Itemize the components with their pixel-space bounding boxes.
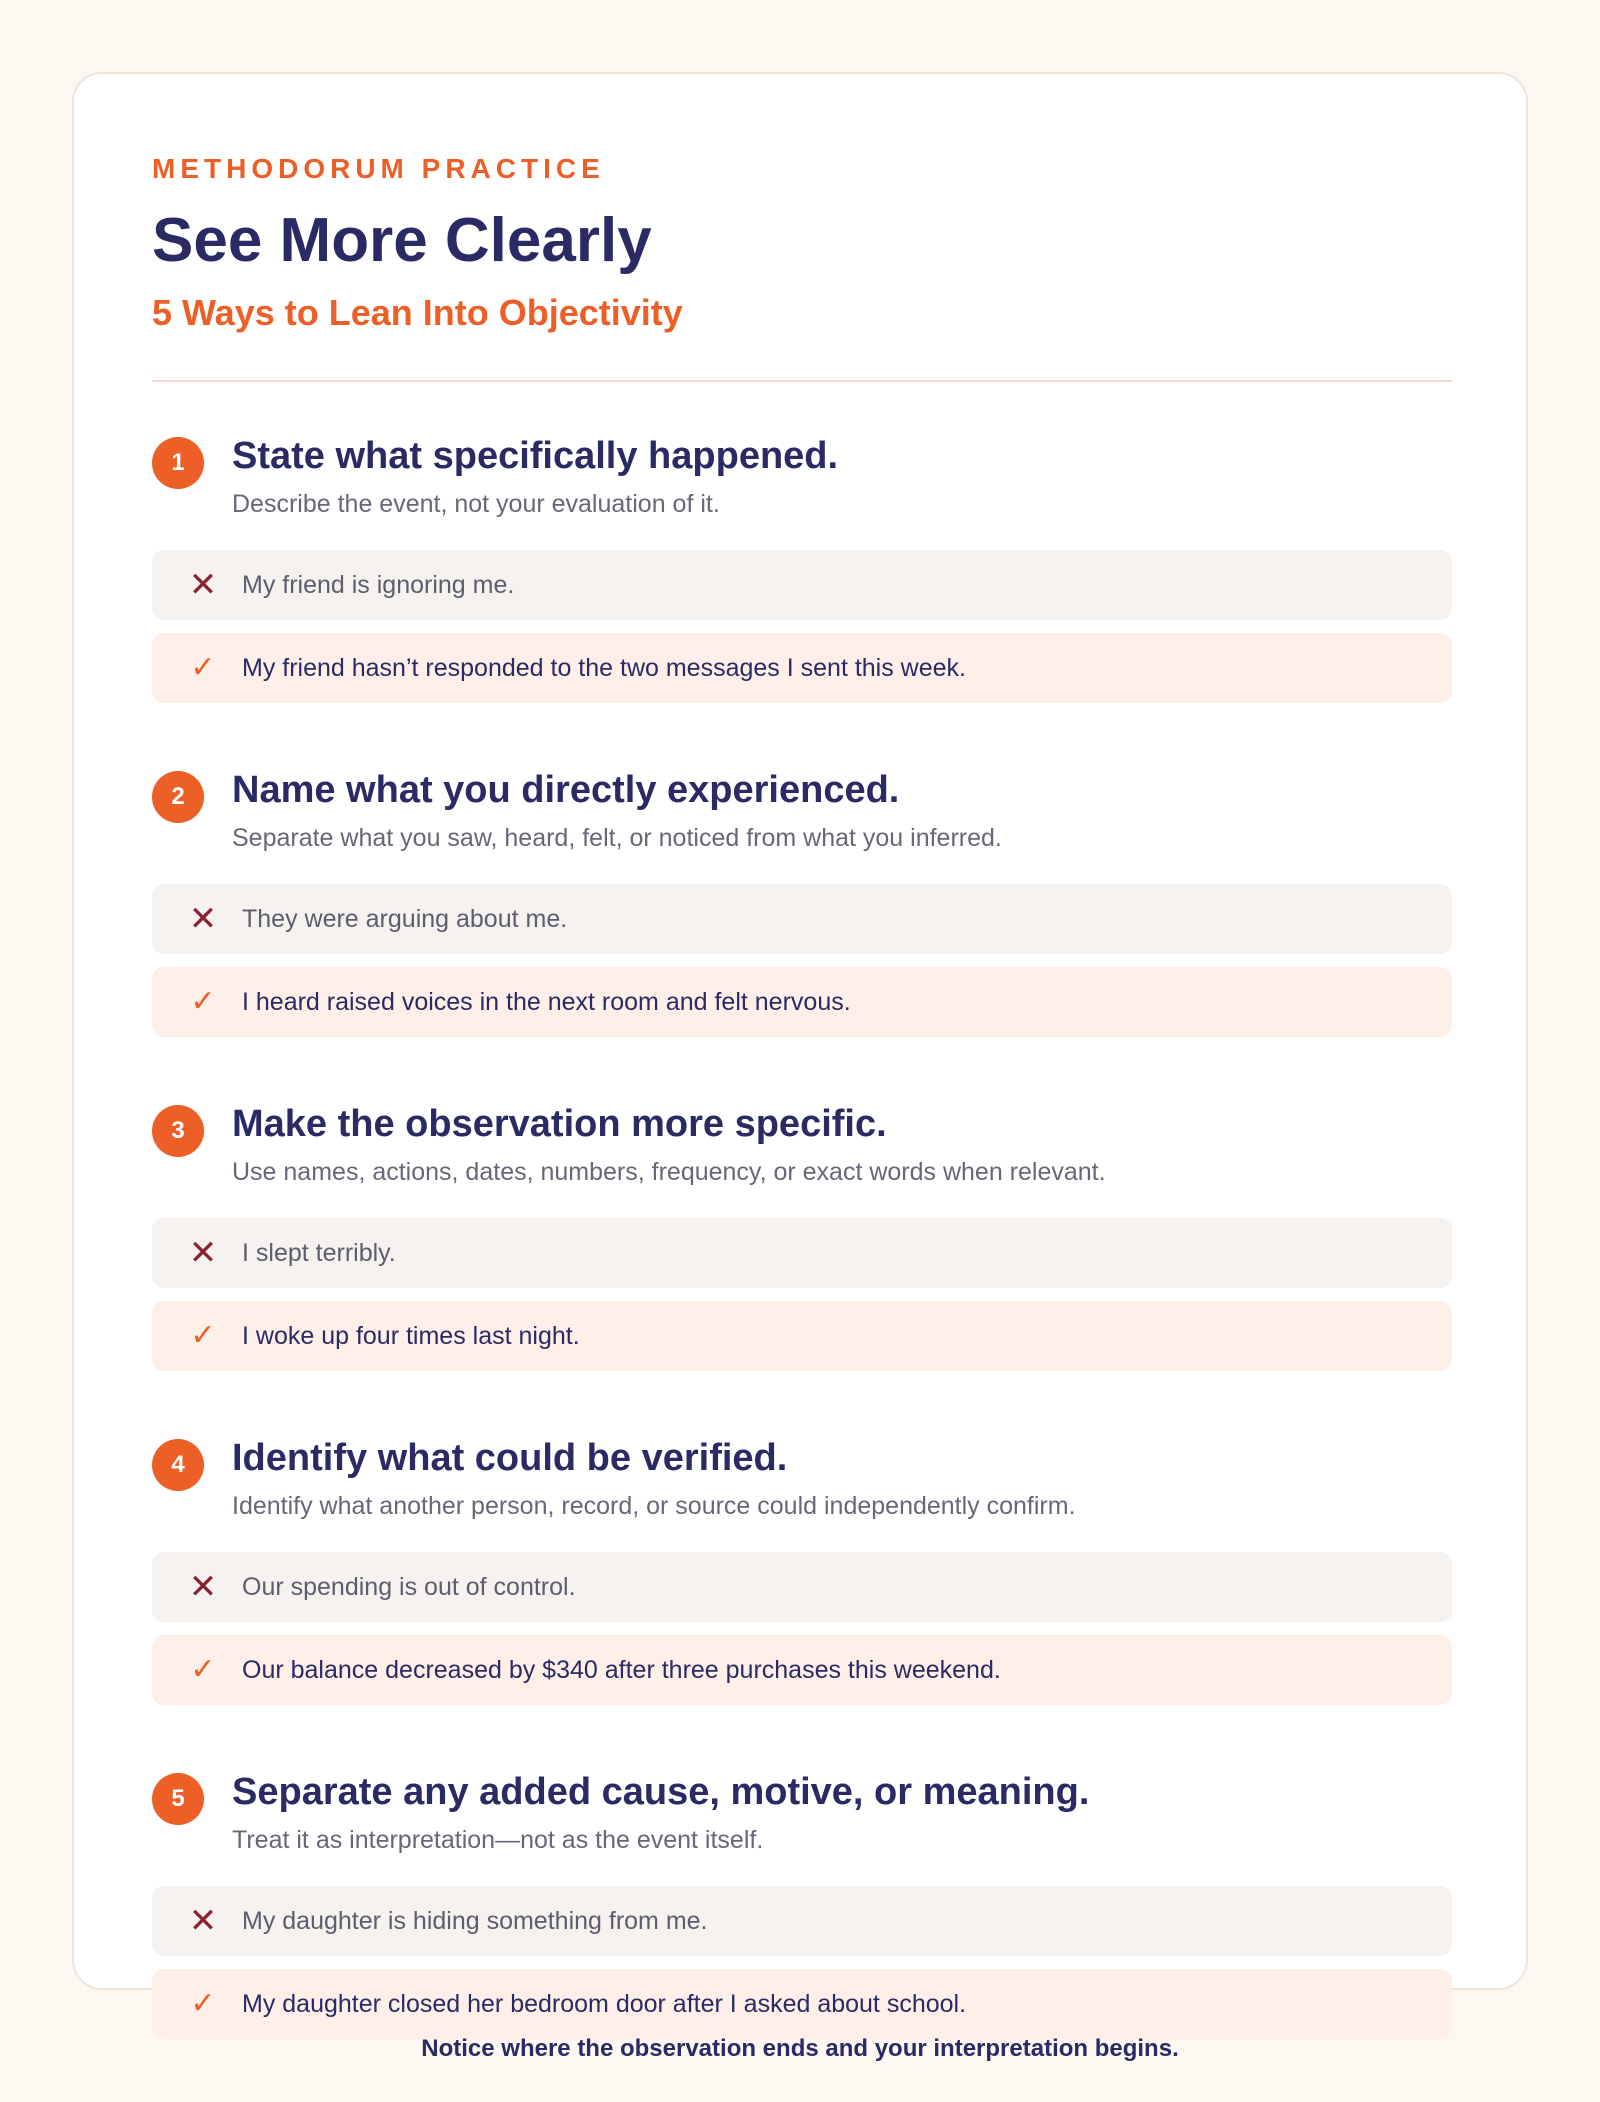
x-mark-icon: ✕ [188, 565, 218, 605]
x-mark-icon: ✕ [188, 1567, 218, 1607]
page-subtitle: 5 Ways to Lean Into Objectivity [152, 292, 683, 333]
header-divider [152, 380, 1452, 382]
practice-list [152, 432, 1452, 2102]
bad-example [152, 884, 1452, 954]
item-header [152, 766, 1452, 814]
good-example-text: My daughter closed her bedroom door after I asked about school. [242, 1990, 967, 2018]
item-description: Treat it as interpretation—not as the event itself. [232, 1826, 764, 1854]
good-example-text: My friend hasn’t responded to the two messages I sent this week. [242, 654, 966, 682]
item-title: Make the observation more specific. [232, 1103, 887, 1145]
item-header [152, 432, 1452, 480]
footer-note: Notice where the observation ends and your interpretation begins. [421, 2035, 1179, 2062]
bad-example-text: I slept terribly. [242, 1239, 396, 1267]
good-example-text: Our balance decreased by $340 after three purchases this weekend. [242, 1656, 1001, 1684]
item-description: Use names, actions, dates, numbers, frequency, or exact words when relevant. [232, 1158, 1106, 1186]
practice-item-3 [152, 1100, 1452, 1434]
number-badge: 3 [152, 1105, 204, 1157]
good-example [152, 967, 1452, 1037]
good-example-text: I heard raised voices in the next room and felt nervous. [242, 988, 851, 1016]
page-title: See More Clearly [152, 206, 652, 275]
item-description: Identify what another person, record, or source could independently confirm. [232, 1492, 1076, 1520]
number-badge: 1 [152, 437, 204, 489]
bad-example [152, 1886, 1452, 1956]
x-mark-icon: ✕ [188, 1901, 218, 1941]
checkmark-icon: ✓ [190, 984, 216, 1019]
checkmark-icon: ✓ [190, 1986, 216, 2021]
item-header [152, 1434, 1452, 1482]
item-header [152, 1100, 1452, 1148]
item-title: Separate any added cause, motive, or meaning. [232, 1771, 1090, 1813]
checkmark-icon: ✓ [190, 650, 216, 685]
good-example [152, 1635, 1452, 1705]
practice-item-1 [152, 432, 1452, 766]
x-mark-icon: ✕ [188, 1233, 218, 1273]
good-example-text: I woke up four times last night. [242, 1322, 580, 1350]
number-badge: 4 [152, 1439, 204, 1491]
bad-example-text: Our spending is out of control. [242, 1573, 576, 1601]
bad-example-text: They were arguing about me. [242, 905, 568, 933]
bad-example-text: My daughter is hiding something from me. [242, 1907, 708, 1935]
content-card [72, 72, 1528, 2021]
bad-example [152, 1552, 1452, 1622]
item-description: Describe the event, not your evaluation of it. [232, 490, 720, 518]
bad-example-text: My friend is ignoring me. [242, 571, 515, 599]
number-badge: 2 [152, 771, 204, 823]
checkmark-icon: ✓ [190, 1318, 216, 1353]
item-description: Separate what you saw, heard, felt, or noticed from what you inferred. [232, 824, 1002, 852]
item-title: State what specifically happened. [232, 435, 839, 477]
item-title: Identify what could be verified. [232, 1437, 788, 1479]
number-badge: 5 [152, 1773, 204, 1825]
x-mark-icon: ✕ [188, 899, 218, 939]
good-example [152, 1969, 1452, 2039]
item-header [152, 1768, 1452, 1816]
good-example [152, 1301, 1452, 1371]
eyebrow-label: METHODORUM PRACTICE [152, 153, 605, 184]
practice-item-4 [152, 1434, 1452, 1768]
bad-example [152, 1218, 1452, 1288]
practice-item-2 [152, 766, 1452, 1100]
checkmark-icon: ✓ [190, 1652, 216, 1687]
bad-example [152, 550, 1452, 620]
card-inner [152, 152, 1452, 2102]
item-title: Name what you directly experienced. [232, 769, 900, 811]
good-example [152, 633, 1452, 703]
